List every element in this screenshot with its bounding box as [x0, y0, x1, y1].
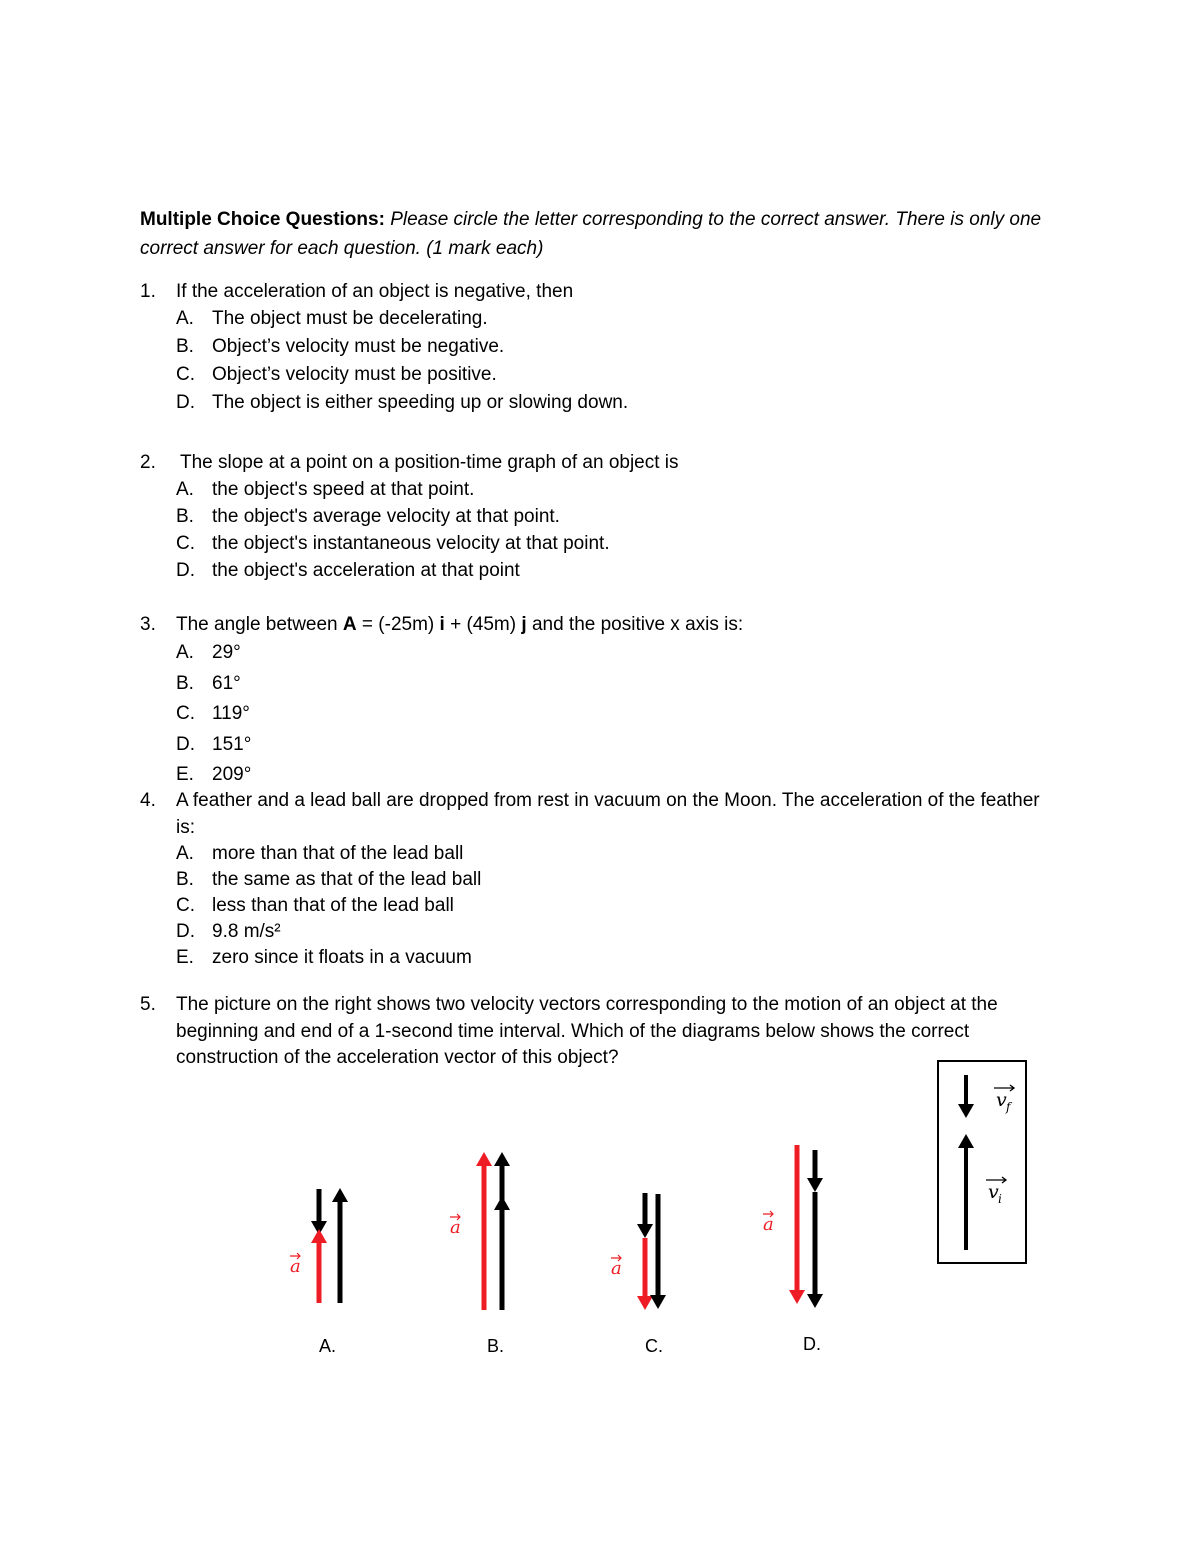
accel-label-overline-c — [611, 1255, 621, 1261]
marks-note: (1 mark each) — [426, 238, 544, 259]
option-text: the object's instantaneous velocity at that point. — [212, 533, 610, 554]
arrow-group — [311, 1075, 974, 1310]
option-letter: B. — [176, 336, 194, 357]
question-number: 3. — [140, 614, 156, 635]
accel-label-d: a — [763, 1214, 774, 1235]
choice-label-c: C. — [645, 1336, 663, 1356]
option-letter: D. — [176, 392, 195, 413]
option-b[interactable] — [140, 333, 1040, 361]
option-letter: C. — [176, 364, 195, 385]
question-text-part: = (-25m) — [361, 614, 435, 635]
instructions-text: Please circle the letter corresponding to the correct answer. There is only one correct answer for each question. — [140, 209, 1042, 259]
option-text: zero since it floats in a vacuum — [212, 947, 472, 968]
option-d[interactable] — [140, 557, 1040, 584]
accel-label-a: a — [290, 1256, 301, 1277]
unit-vector-j: j — [521, 614, 527, 635]
option-letter: B. — [176, 506, 194, 527]
unit-vector-i: i — [439, 614, 445, 635]
question-number: 2. — [140, 452, 156, 473]
option-letter: A. — [176, 843, 194, 864]
option-letter: D. — [176, 733, 195, 755]
instructions-paragraph — [140, 205, 1070, 263]
option-text: less than that of the lead ball — [212, 895, 454, 916]
option-letter: C. — [176, 895, 195, 916]
option-letter: C. — [176, 703, 195, 724]
option-e[interactable] — [140, 760, 1040, 791]
option-b[interactable] — [140, 503, 1040, 530]
vi-label — [986, 1177, 1006, 1206]
ref-vi-arrow-head — [958, 1134, 974, 1148]
question-number: 5. — [140, 994, 156, 1015]
option-text: 151° — [212, 733, 252, 755]
option-d[interactable] — [140, 919, 1040, 945]
question-3 — [140, 611, 1040, 791]
option-d[interactable] — [140, 389, 1040, 417]
option-letter: C. — [176, 533, 195, 554]
option-text: 29° — [212, 642, 241, 663]
option-text: the object's acceleration at that point — [212, 560, 520, 581]
option-text: 119° — [212, 703, 250, 724]
question-text-part: The angle between — [176, 614, 338, 635]
b-accel-arrow-head — [476, 1152, 492, 1166]
option-b[interactable] — [140, 669, 1040, 700]
option-text: The object is either speeding up or slowing down. — [212, 392, 629, 413]
question-4 — [140, 787, 1040, 971]
accel-label-b: a — [450, 1217, 461, 1238]
d-vf-arrow-head — [807, 1178, 823, 1192]
option-letter: A. — [176, 642, 194, 663]
question-number: 1. — [140, 281, 156, 302]
acceleration-labels — [290, 1211, 774, 1279]
a-vi-arrow-head — [332, 1188, 348, 1202]
c-vf-arrow-head — [637, 1224, 653, 1238]
option-c[interactable] — [140, 893, 1040, 919]
option-letter: A. — [176, 479, 194, 500]
option-letter: E. — [176, 947, 194, 968]
option-c[interactable] — [140, 361, 1040, 389]
instructions-heading: Multiple Choice Questions: — [140, 209, 385, 230]
vf-arrow-overline — [994, 1085, 1014, 1091]
vf-label — [994, 1085, 1014, 1114]
question-text: If the acceleration of an object is negative, then — [176, 281, 574, 302]
option-a[interactable] — [140, 476, 1040, 503]
option-text: Object’s velocity must be negative. — [212, 336, 505, 357]
d-accel-arrow-head — [789, 1290, 805, 1304]
question-text: The slope at a point on a position-time graph of an object is — [180, 452, 679, 473]
ref-vf-arrow-head — [958, 1104, 974, 1118]
option-c[interactable] — [140, 699, 1040, 730]
choice-label-d: D. — [803, 1334, 821, 1354]
reference-velocity-box — [938, 1061, 1026, 1263]
vector-a: A — [342, 614, 357, 635]
option-text: the object's speed at that point. — [212, 479, 475, 500]
c-vi-arrow-head — [650, 1295, 666, 1309]
question-text: The picture on the right shows two velocity vectors corresponding to the motion of an object at the beginning and end of a 1-second time interval. Which of the diagrams below shows the correct construction of the acceleration vector of this object? — [176, 994, 998, 1068]
option-letter: B. — [176, 869, 194, 890]
question-text: A feather and a lead ball are dropped from rest in vacuum on the Moon. The acceleration of the feather is: — [176, 790, 1040, 838]
question-text — [176, 611, 743, 638]
vi-subscript: i — [998, 1192, 1002, 1206]
a-vf-arrow-head — [311, 1221, 327, 1235]
a-accel-arrow-head — [311, 1229, 327, 1243]
b-vi-arrow-head — [494, 1196, 510, 1210]
option-text: The object must be decelerating. — [212, 308, 488, 329]
option-text: more than that of the lead ball — [212, 843, 464, 864]
option-text: 61° — [212, 672, 241, 694]
d-vi-arrow-head — [807, 1294, 823, 1308]
vi-letter: v — [988, 1181, 999, 1203]
option-d[interactable] — [140, 730, 1040, 761]
accel-label-overline-b — [450, 1214, 460, 1220]
option-e[interactable] — [140, 945, 1040, 971]
accel-label-overline-d — [763, 1211, 773, 1217]
option-c[interactable] — [140, 530, 1040, 557]
option-text: Object’s velocity must be positive. — [212, 364, 497, 385]
vi-arrow-overline — [986, 1177, 1006, 1183]
choice-label-a: A. — [319, 1336, 337, 1356]
option-letter: E. — [176, 764, 194, 785]
question-5 — [140, 992, 1040, 1072]
option-letter: A. — [176, 308, 194, 329]
option-a[interactable] — [140, 841, 1040, 867]
option-text: 209° — [212, 764, 252, 785]
accel-label-c: a — [611, 1258, 622, 1279]
option-text: 9.8 m/s² — [212, 921, 281, 942]
vf-letter: v — [996, 1089, 1007, 1111]
choice-label-b: B. — [487, 1336, 505, 1356]
option-b[interactable] — [140, 867, 1040, 893]
accel-label-overline-a — [290, 1253, 300, 1259]
option-letter: B. — [176, 672, 194, 694]
c-accel-arrow-head — [637, 1296, 653, 1310]
b-vf-arrow-head — [494, 1152, 510, 1166]
question-number: 4. — [140, 790, 156, 811]
question-1 — [140, 278, 1040, 417]
vf-subscript: f — [1006, 1100, 1011, 1114]
option-text: the same as that of the lead ball — [212, 869, 482, 890]
question-text-part: and the positive x axis is: — [531, 614, 744, 635]
question-2 — [140, 449, 1040, 584]
option-a[interactable] — [140, 638, 1040, 669]
option-letter: D. — [176, 560, 195, 581]
option-letter: D. — [176, 921, 195, 942]
option-a[interactable] — [140, 305, 1040, 333]
option-text: the object's average velocity at that point. — [212, 506, 560, 527]
question-text-part: + (45m) — [450, 614, 517, 635]
